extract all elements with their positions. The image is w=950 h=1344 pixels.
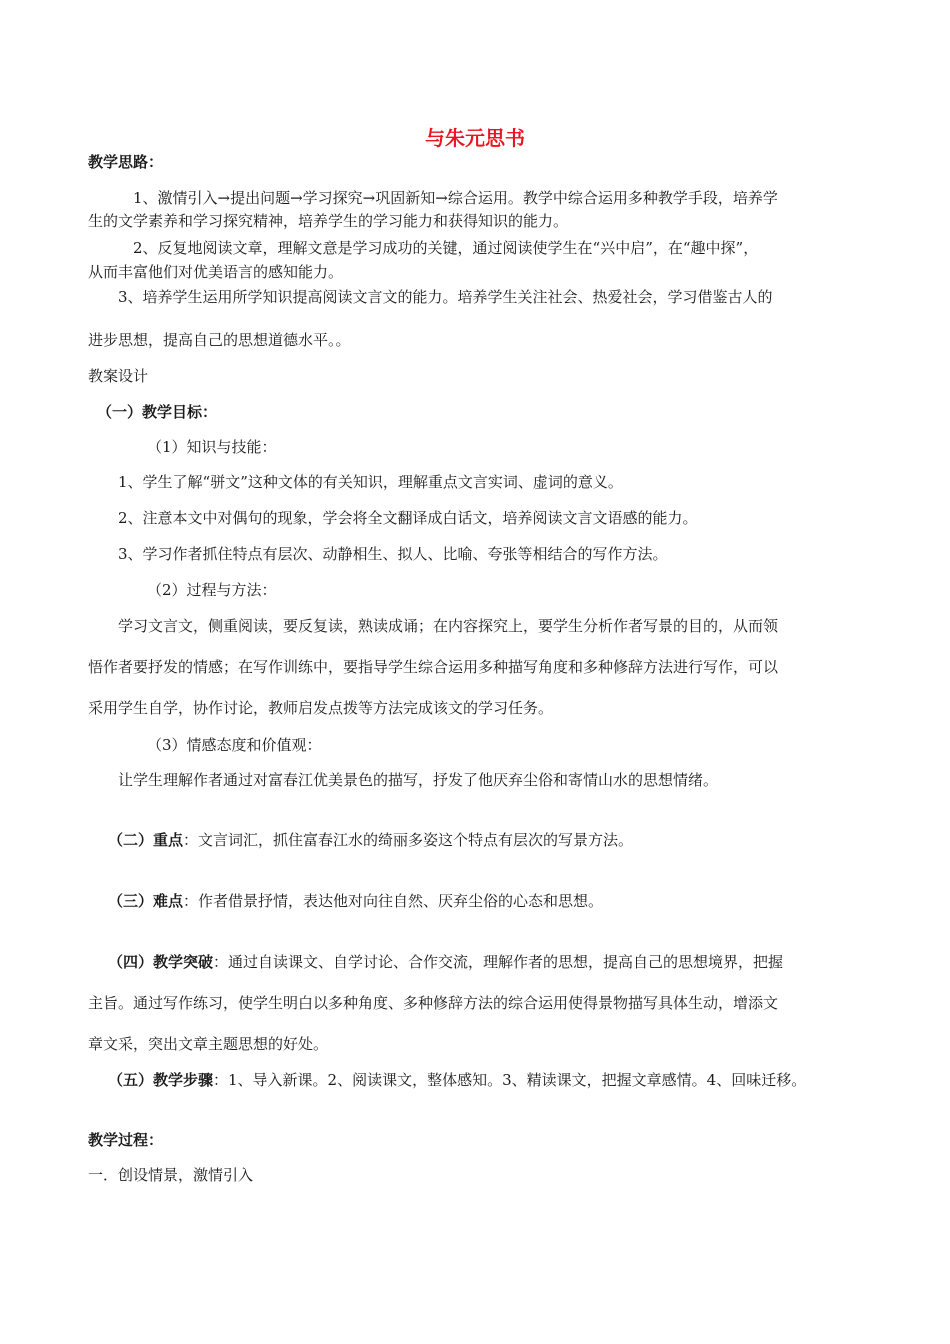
breakthrough-line-1 — [108, 950, 884, 975]
steps — [108, 1068, 884, 1093]
thinking-heading: 教学思路： — [88, 153, 164, 171]
emotion-text: 让学生理解作者通过对富春江优美景色的描写，抒发了他厌弃尘俗和寄情山水的思想情绪。 — [118, 771, 719, 789]
key-points-label: （二）重点 — [108, 831, 184, 849]
process-label: （2）过程与方法： — [147, 581, 277, 599]
breakthrough-text-1: ：通过自读课文、自学讨论、合作交流，理解作者的思想，提高自己的思想境界，把握 — [213, 953, 784, 971]
knowledge-item-2: 2、注意本文中对偶句的现象，学会将全文翻译成白话文，培养阅读文言文语感的能力。 — [118, 509, 698, 527]
process-heading: 教学过程： — [88, 1131, 164, 1149]
thinking-line-3: 2、反复地阅读文章，理解文意是学习成功的关键，通过阅读使学生在“兴中启”，在“趣中探”， — [133, 239, 759, 257]
thinking-line-4: 从而丰富他们对优美语言的感知能力。 — [88, 263, 344, 281]
difficulties-label: （三）难点 — [108, 892, 184, 910]
steps-label: （五）教学步骤 — [108, 1071, 214, 1089]
thinking-line-2: 生的文学素养和学习探究精神，培养学生的学习能力和获得知识的能力。 — [88, 212, 569, 230]
objectives-heading: （一）教学目标： — [97, 403, 218, 421]
document-title: 与朱元思书 — [425, 126, 525, 150]
difficulties — [108, 889, 884, 914]
knowledge-item-1: 1、学生了解“骈文”这种文体的有关知识，理解重点文言实词、虚词的意义。 — [118, 473, 623, 491]
knowledge-item-3: 3、学习作者抓住特点有层次、动静相生、拟人、比喻、夸张等相结合的写作方法。 — [118, 545, 668, 563]
steps-text: ：1、导入新课。2、阅读课文，整体感知。3、精读课文，把握文章感情。4、回味迁移。 — [213, 1071, 807, 1089]
key-points-text: ：文言词汇，抓住富春江水的绮丽多姿这个特点有层次的写景方法。 — [183, 831, 634, 849]
thinking-line-5: 3、培养学生运用所学知识提高阅读文言文的能力。培养学生关注社会、热爱社会，学习借鉴古人的 — [118, 288, 773, 306]
process-first-step: 一．创设情景，激情引入 — [88, 1166, 254, 1184]
design-heading: 教案设计 — [88, 367, 149, 385]
breakthrough-line-2: 主旨。通过写作练习，使学生明白以多种角度、多种修辞方法的综合运用使得景物描写具体生动，增添文 — [88, 994, 779, 1012]
breakthrough-line-3: 章文采，突出文章主题思想的好处。 — [88, 1035, 329, 1053]
key-points — [108, 828, 884, 853]
emotion-label: （3）情感态度和价值观： — [147, 736, 322, 754]
process-line-2: 悟作者要抒发的情感；在写作训练中，要指导学生综合运用多种描写角度和多种修辞方法进行写作，可以 — [88, 658, 779, 676]
difficulties-text: ：作者借景抒情，表达他对向往自然、厌弃尘俗的心态和思想。 — [183, 892, 604, 910]
process-line-3: 采用学生自学，协作讨论，教师启发点拨等方法完成该文的学习任务。 — [88, 699, 554, 717]
knowledge-label: （1）知识与技能： — [147, 438, 277, 456]
breakthrough-label: （四）教学突破 — [108, 953, 214, 971]
process-line-1: 学习文言文，侧重阅读，要反复读，熟读成诵；在内容探究上，要学生分析作者写景的目的，从而领 — [118, 617, 779, 635]
thinking-line-1: 1、激情引入→提出问题→学习探究→巩固新知→综合运用。教学中综合运用多种教学手段，培养学 — [133, 189, 778, 207]
thinking-line-6: 进步思想，提高自己的思想道德水平。。 — [88, 331, 351, 349]
